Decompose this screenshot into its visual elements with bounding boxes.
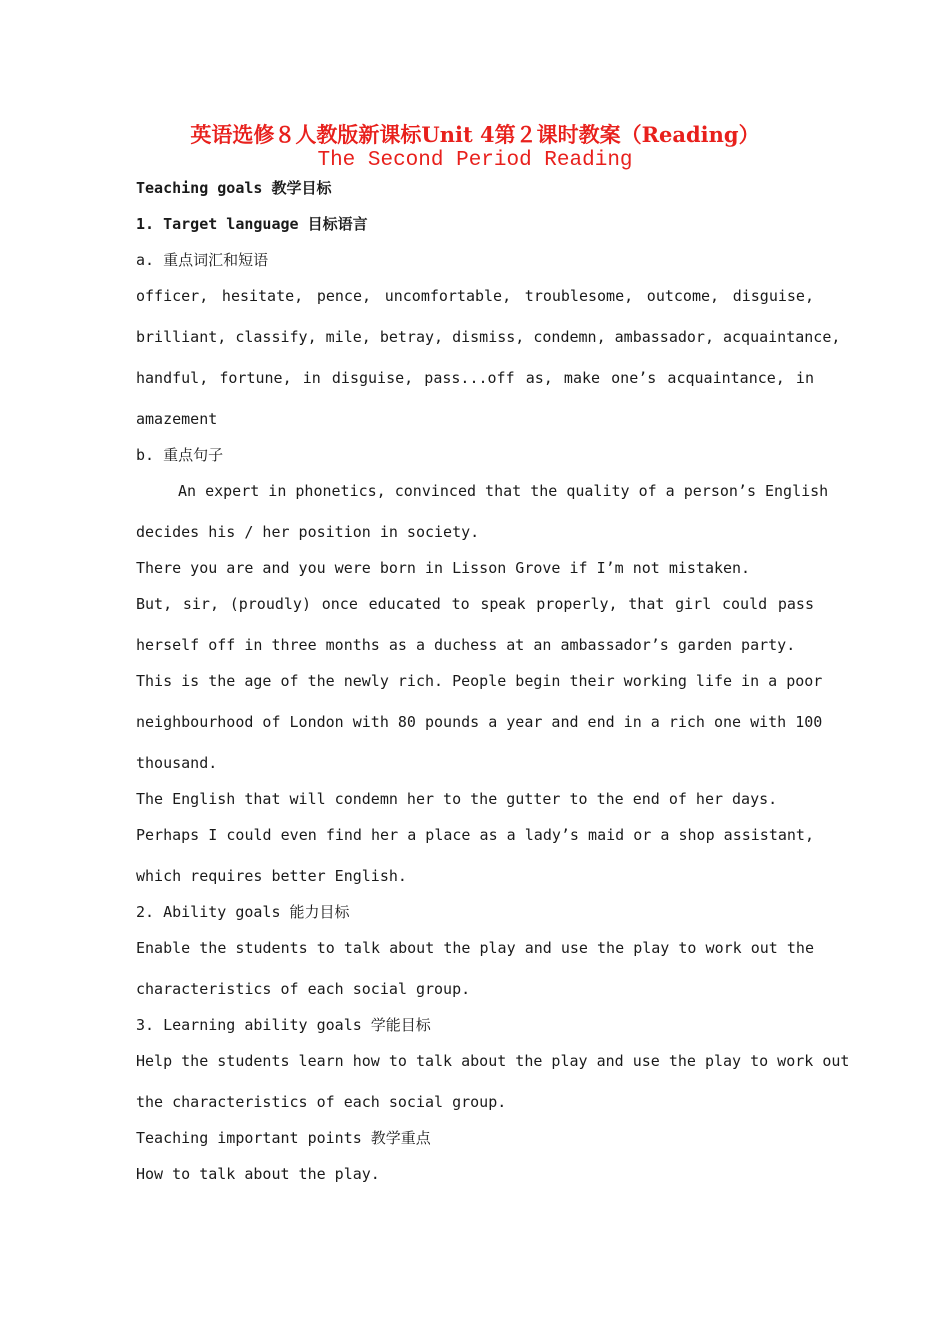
sentence-line: Perhaps I could even find her a place as a lady’s maid or a shop assistant, — [136, 826, 814, 844]
section-a-label: a. 重点词汇和短语 — [136, 251, 269, 269]
vocab-line: officer, hesitate, pence, uncomfortable, troublesome, outcome, disguise, — [136, 287, 814, 305]
teaching-goals-heading: Teaching goals 教学目标 — [136, 179, 332, 197]
important-points-heading: Teaching important points 教学重点 — [136, 1129, 431, 1147]
document-title — [136, 122, 814, 174]
ability-goals-heading: 2. Ability goals 能力目标 — [136, 903, 350, 921]
target-language-heading: 1. Target language 目标语言 — [136, 215, 368, 233]
document-page — [136, 0, 850, 1344]
important-points-text: How to talk about the play. — [136, 1165, 380, 1183]
sentence-line: which requires better English. — [136, 867, 407, 885]
title-line-2: The Second Period Reading — [317, 149, 633, 172]
sentence-line: thousand. — [136, 754, 218, 772]
sentence-line: This is the age of the newly rich. People begin their working life in a poor — [136, 672, 823, 690]
vocab-line: brilliant, classify, mile, betray, dismiss, condemn, ambassador, acquaintance, — [136, 328, 841, 346]
learning-ability-line: Help the students learn how to talk about the play and use the play to work out — [136, 1052, 850, 1070]
sentence-line: But, sir, (proudly) once educated to speak properly, that girl could pass — [136, 595, 814, 613]
sentence-line: An expert in phonetics, convinced that the quality of a person’s English — [178, 482, 829, 500]
section-b-label: b. 重点句子 — [136, 446, 224, 464]
sentence-line: neighbourhood of London with 80 pounds a year and end in a rich one with 100 — [136, 713, 823, 731]
vocab-line: handful, fortune, in disguise, pass...off as, make one’s acquaintance, in — [136, 369, 814, 387]
ability-goals-line: Enable the students to talk about the play and use the play to work out the — [136, 939, 814, 957]
vocab-line: amazement — [136, 410, 218, 428]
learning-ability-heading: 3. Learning ability goals 学能目标 — [136, 1016, 431, 1034]
sentence-line: There you are and you were born in Lisson Grove if I’m not mistaken. — [136, 559, 751, 577]
learning-ability-line: the characteristics of each social group. — [136, 1093, 507, 1111]
sentence-line: decides his / her position in society. — [136, 523, 480, 541]
ability-goals-line: characteristics of each social group. — [136, 980, 471, 998]
sentence-line: The English that will condemn her to the gutter to the end of her days. — [136, 790, 778, 808]
sentence-line: herself off in three months as a duchess at an ambassador’s garden party. — [136, 636, 796, 654]
title-line-1: 英语选修８人教版新课标Unit 4第２课时教案（Reading） — [190, 122, 760, 147]
